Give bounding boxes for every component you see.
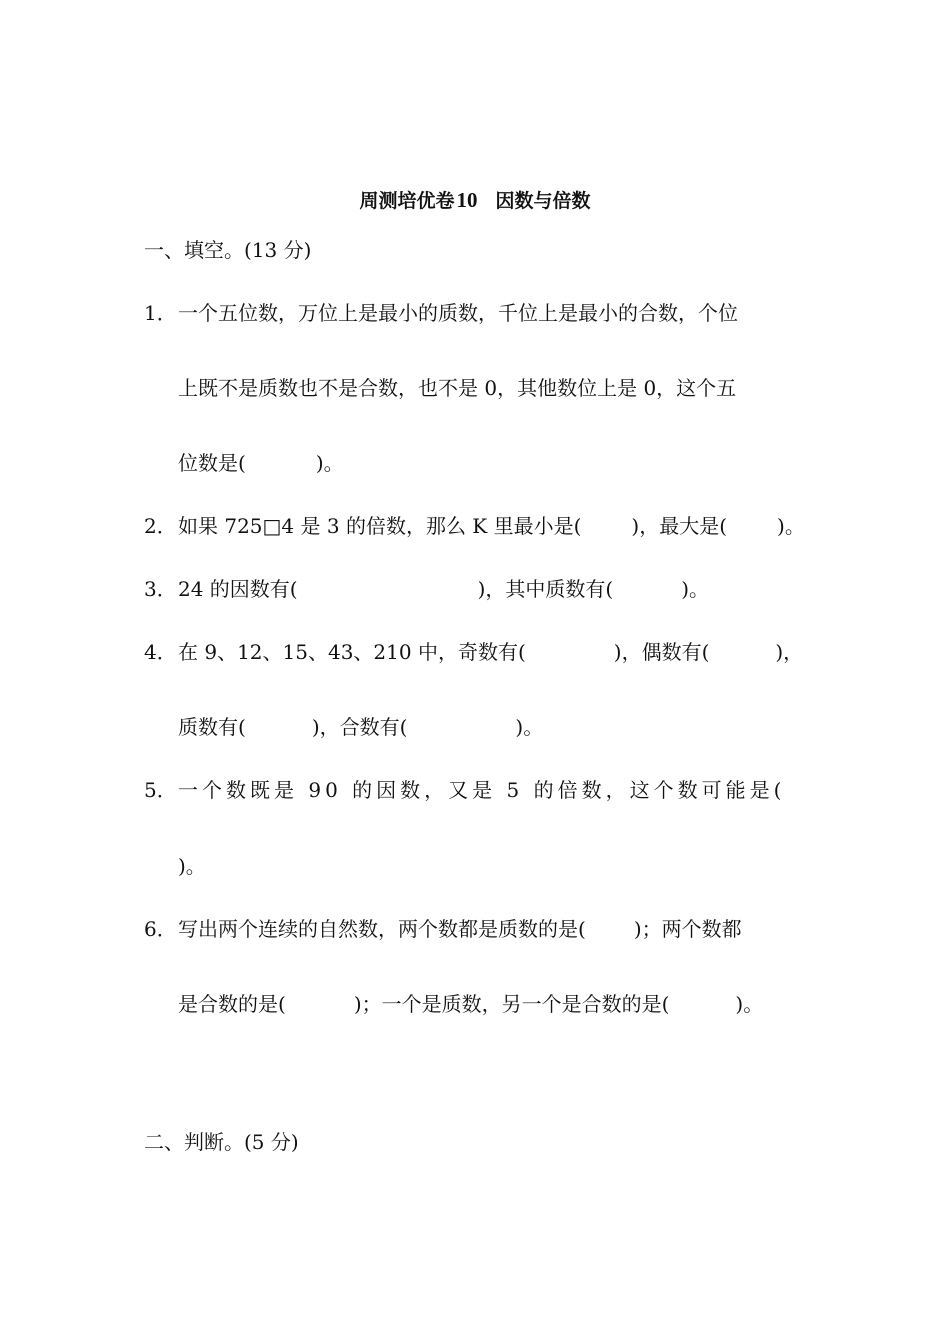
question-6-number: 6． (144, 917, 177, 941)
page-title (0, 186, 950, 215)
title-prefix: 周测培优卷 (359, 190, 455, 212)
question-6-text-4: )；一个是质数，另一个是合数的是( (353, 992, 670, 1016)
question-4-text-5: )，合数有( (311, 715, 408, 739)
question-3-text-3: )。 (681, 577, 710, 601)
question-5-number: 5． (144, 778, 177, 802)
question-3-text-2: )，其中质数有( (477, 577, 614, 601)
section2-heading: 二、判断。(5 分) (144, 1130, 299, 1154)
question-4-text-4: 质数有( (178, 715, 246, 739)
question-4-text-6: )。 (515, 715, 544, 739)
question-6-line-1 (144, 915, 742, 943)
question-1-line-2: 上既不是质数也不是合数，也不是 0，其他数位上是 0，这个五 (178, 376, 737, 400)
question-2-text-3: )。 (777, 514, 805, 538)
question-4-text-1: 在 9、12、15、43、210 中，奇数有( (178, 640, 526, 664)
question-6-text-1: 写出两个连续的自然数，两个数都是质数的是( (178, 917, 586, 941)
question-4-text-2: )，偶数有( (613, 640, 710, 664)
question-5-line-2 (178, 852, 206, 880)
section1-heading: 一、填空。(13 分) (144, 238, 312, 262)
question-4-number: 4． (144, 640, 177, 664)
question-1-text-3a: 位数是( (178, 451, 246, 475)
question-1-line-1 (144, 299, 738, 327)
question-1-text-1: 一个五位数，万位上是最小的质数，千位上是最小的合数，个位 (178, 301, 738, 325)
question-5-text-2: )。 (178, 854, 206, 878)
question-1-number: 1． (144, 301, 177, 325)
question-3-number: 3． (144, 577, 177, 601)
question-4-line-2 (178, 713, 543, 741)
question-4-line-1 (144, 638, 803, 666)
title-topic: 因数与倍数 (495, 190, 591, 212)
question-3-text-1: 24 的因数有( (178, 577, 298, 601)
question-4-text-3: )， (775, 640, 804, 664)
question-2-number: 2． (144, 514, 177, 538)
question-5-text-1: 一个数既是 90 的因数，又是 5 的倍数，这个数可能是( (178, 778, 786, 802)
question-3-line (144, 575, 709, 603)
question-5-line-1 (144, 776, 785, 804)
question-6-text-2: )；两个数都 (633, 917, 742, 941)
question-6-line-2 (178, 990, 763, 1018)
question-6-text-3: 是合数的是( (178, 992, 286, 1016)
question-6-text-5: )。 (735, 992, 764, 1016)
title-number: 10 (456, 188, 478, 212)
question-1-text-3b: )。 (315, 451, 344, 475)
question-2-text-1: 如果 725□4 是 3 的倍数，那么 K 里最小是( (178, 514, 582, 538)
question-1-line-3 (178, 449, 344, 477)
question-2-line (144, 512, 805, 540)
question-2-text-2: )，最大是( (631, 514, 728, 538)
